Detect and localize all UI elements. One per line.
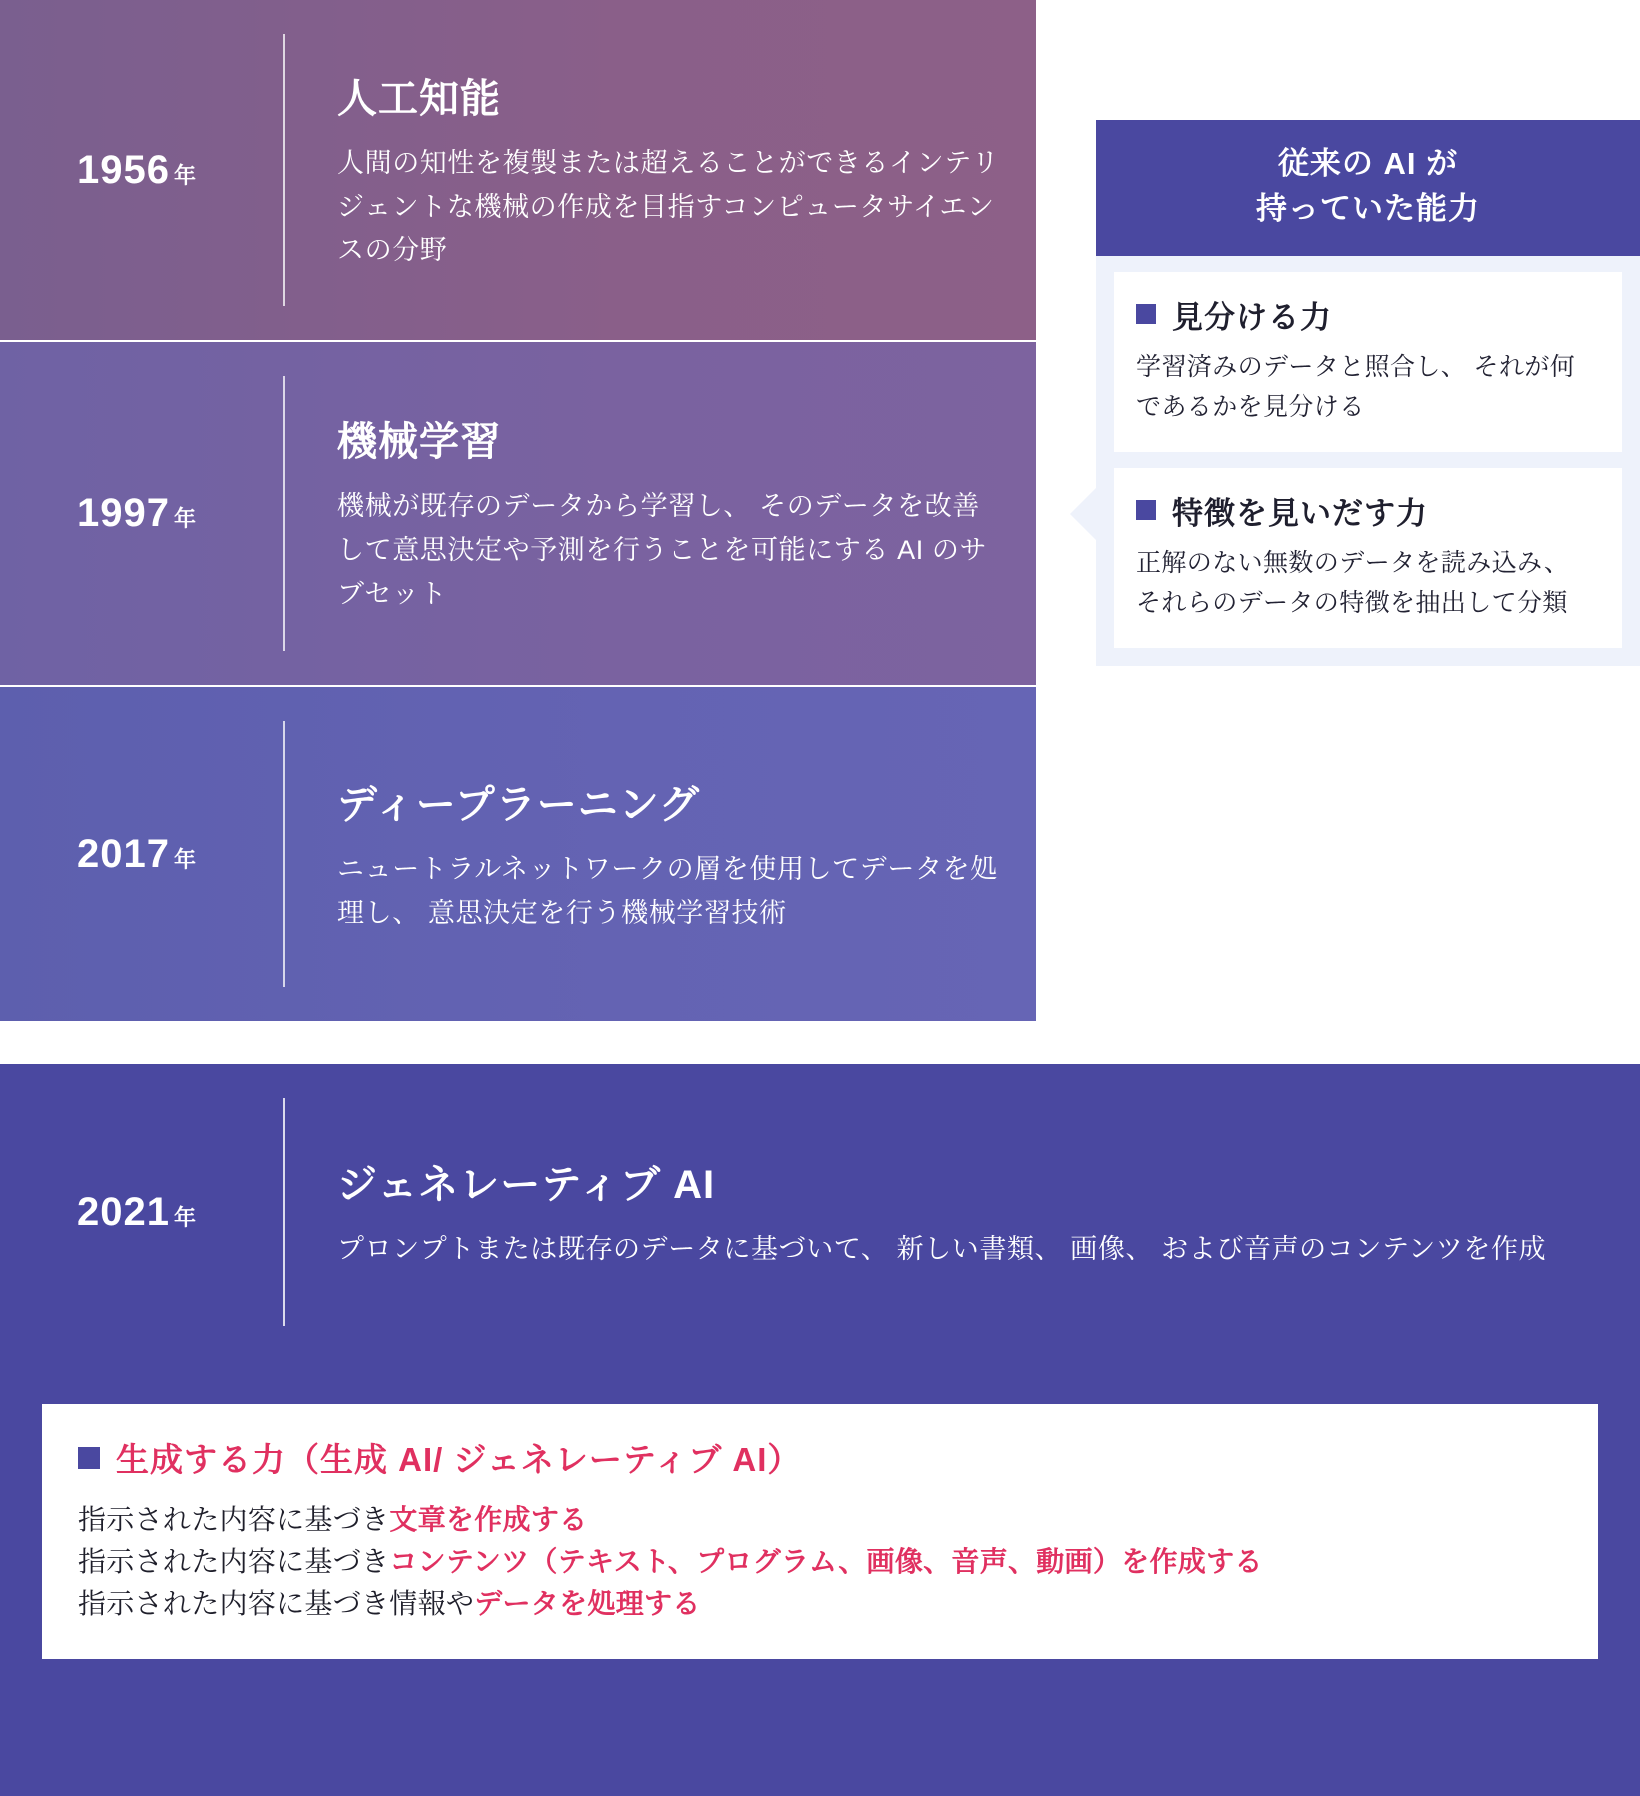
year-suffix: 年 [173,162,196,188]
timeline-year-1997 [0,491,283,536]
line-prefix: 指示された内容に基づき [78,1504,390,1535]
timeline-row-artificial-intelligence [0,0,1036,340]
bullet-square-icon [1136,304,1156,324]
timeline-row-generative-ai [0,1064,1640,1360]
line-highlight: コンテンツ（テキスト、プログラム、画像、音声、動画）を作成する [389,1546,1263,1577]
generation-ability-line [78,1541,1562,1583]
ability-card-title [1136,292,1600,337]
generation-ability-title [78,1434,1562,1481]
legacy-panel-header-line1: 従来の AI が [1277,146,1459,181]
timeline-body [285,773,1036,935]
year-number: 1997 [77,491,170,535]
generative-ai-block [0,1064,1640,1796]
ability-title-text: 特徴を見いだす力 [1172,495,1428,531]
year-number: 2021 [77,1189,170,1234]
timeline-body [285,1153,1640,1272]
timeline-description: 人間の知性を複製または超えることができるインテリジェントな機械の作成を目指すコンピュータサイエンスの分野 [337,147,1000,266]
ability-card-feature-extraction [1114,468,1622,648]
legacy-panel-header [1096,120,1640,256]
timeline-title: ディープラーニング [337,782,700,827]
year-suffix: 年 [173,1204,196,1230]
timeline-year-2017 [0,832,283,877]
legacy-panel-body [1096,256,1640,666]
bullet-square-icon [78,1447,100,1469]
timeline-body [285,67,1036,273]
legacy-ai-abilities-panel [1096,120,1640,666]
timeline-year-1956 [0,148,283,193]
legacy-panel-header-line2: 持っていた能力 [1256,190,1480,226]
ability-card-recognition [1114,272,1622,452]
timeline-description: 機械が既存のデータから学習し、 そのデータを改善して意思決定や予測を行うことを可能にする AI のサブセット [337,491,988,609]
timeline-row-machine-learning [0,342,1036,685]
timeline-title: 機械学習 [337,420,501,465]
timeline-title: 人工知能 [337,76,501,121]
year-suffix: 年 [173,846,196,872]
ability-card-title [1136,488,1600,533]
bullet-square-icon [1136,500,1156,520]
ability-card-text: 学習済みのデータと照合し、 それが何であるかを見分ける [1136,352,1576,422]
ability-title-text: 見分ける力 [1172,299,1332,335]
timeline-description: プロンプトまたは既存のデータに基づいて、 新しい書類、 画像、 および音声のコンテンツを作成 [337,1233,1547,1264]
year-number: 1956 [77,147,170,192]
generation-ability-card [42,1404,1598,1659]
year-suffix: 年 [173,506,196,531]
line-highlight: データを処理する [474,1588,701,1619]
timeline-year-2021 [0,1190,283,1235]
line-highlight: 文章を作成する [389,1504,588,1535]
line-prefix: 指示された内容に基づき [78,1546,390,1577]
line-prefix: 指示された内容に基づき情報や [78,1588,475,1619]
year-number: 2017 [77,831,170,876]
generation-ability-title-text: 生成する力（生成 AI/ ジェネレーティブ AI） [116,1441,802,1478]
timeline-description: ニュートラルネットワークの層を使用してデータを処理し、 意思決定を行う機械学習技術 [337,853,998,928]
timeline-body [285,410,1036,616]
generation-ability-line [78,1583,1562,1625]
timeline-row-deep-learning [0,687,1036,1021]
ability-card-text: 正解のない無数のデータを読み込み、 それらのデータの特徴を抽出して分類 [1136,548,1570,618]
timeline-title: ジェネレーティブ AI [337,1162,716,1207]
generation-ability-line [78,1499,1562,1541]
callout-pointer-icon [1070,488,1096,540]
